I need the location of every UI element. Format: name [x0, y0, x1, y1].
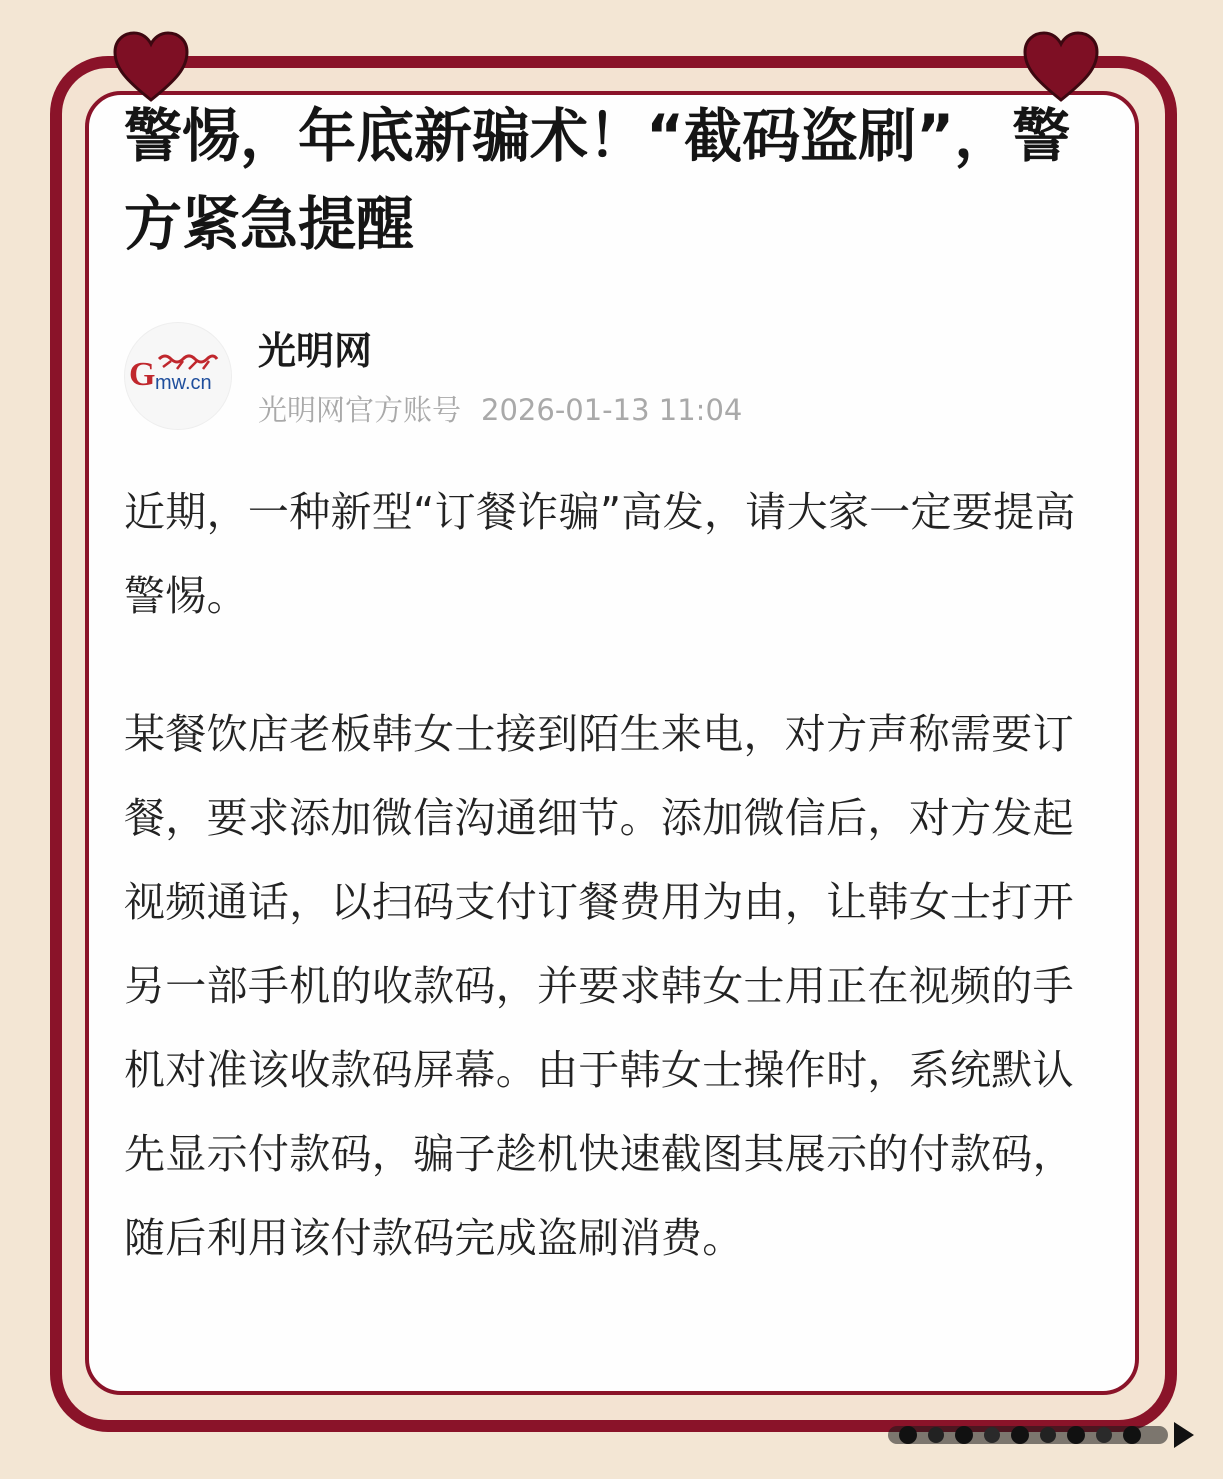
author-block[interactable] — [124, 322, 1114, 434]
svg-text:mw.cn: mw.cn — [155, 372, 212, 394]
watermark-logo — [888, 1418, 1198, 1452]
article-title: 警惕，年底新骗术！“截码盗刷”，警方紧急提醒 — [124, 102, 1071, 258]
paragraph: 某餐饮店老板韩女士接到陌生来电，对方声称需要订餐，要求添加微信沟通细节。添加微信后，对方发起视频通话，以扫码支付订餐费用为由，让韩女士打开另一部手机的收款码，并要求韩女士用正在视频的手机对准该收款码屏幕。由于韩女士操作时，系统默认先显示付款码，骗子趁机快速截图其展示的付款码，随后利用该付款码完成盗刷消费。 — [124, 710, 1074, 1262]
publish-datetime: 2026-01-13 11:04 — [481, 393, 743, 427]
author-avatar[interactable] — [124, 322, 232, 430]
paragraph: 近期，一种新型“订餐诈骗”高发，请大家一定要提高警惕。 — [124, 488, 1076, 620]
svg-text:G: G — [129, 356, 156, 393]
article — [124, 92, 1114, 1262]
gmw-logo-icon — [129, 351, 229, 397]
author-meta — [258, 390, 742, 430]
author-name[interactable]: 光明网 — [258, 329, 373, 373]
account-label: 光明网官方账号 — [258, 393, 462, 427]
